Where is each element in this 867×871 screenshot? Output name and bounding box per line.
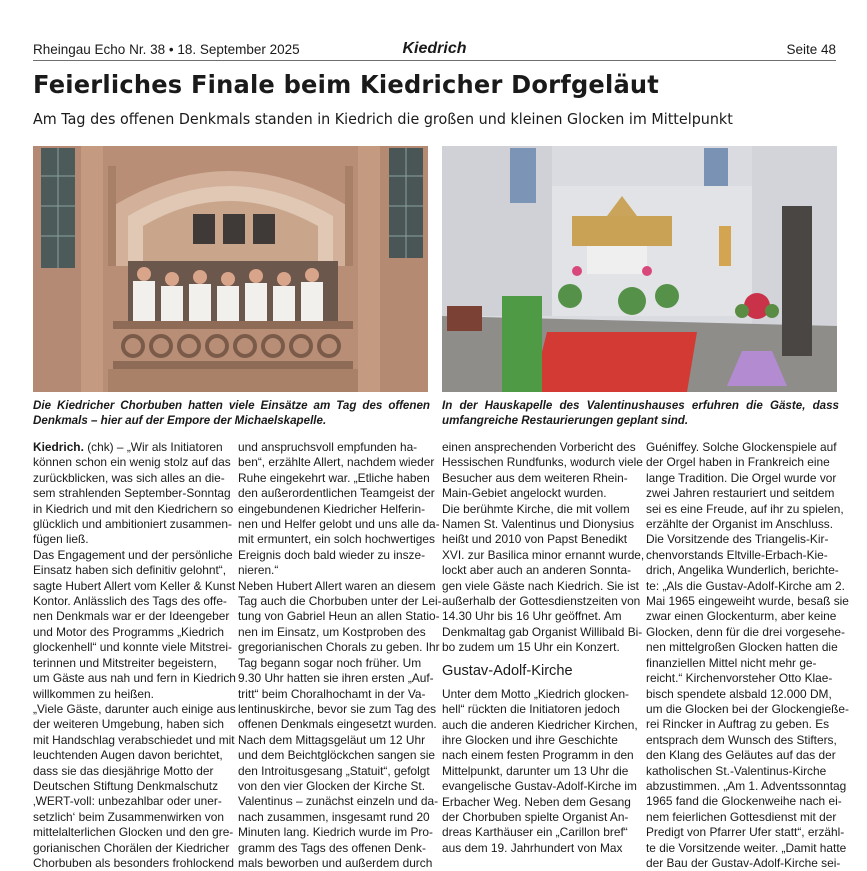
text-line: katholischen St.-Valentinus-Kirche <box>646 763 827 778</box>
text-line: eingebundenen Kiedricher Helferin- <box>238 501 426 516</box>
text-line: gregorianischen Chorals zu geben. Ihr <box>238 640 440 655</box>
text-line: willkommen zu heißen. <box>33 686 154 701</box>
text-line: fügen ließ. <box>33 532 89 547</box>
text-line: nen im Einsatz, um Kostproben des <box>238 624 426 639</box>
text-line: in Kiedrich und mit den Kiedrichern so <box>33 501 234 516</box>
article-column-2 <box>238 440 442 871</box>
text-line: abzustimmen. „Am 1. Adventssonntag <box>646 778 847 793</box>
text-line: nen Denkmals war er der Ideengeber <box>33 609 230 624</box>
text-line: und Motor des Programms „Kiedrich <box>33 624 224 639</box>
text-line: um die Glocken bei der Glockengieße- <box>646 701 849 716</box>
text-line: nach zusammen, insgesamt rund 20 <box>238 809 430 824</box>
article-column-4 <box>646 440 849 871</box>
text-line: und anspruchsvoll empfunden ha- <box>238 440 418 454</box>
text-line: nieren.“ <box>238 563 279 578</box>
text-line: gramm des Tags des offenen Denk- <box>238 840 426 855</box>
text-line: te die Vorsitzende weiter. „Damit hatte <box>646 840 847 855</box>
text-line: zurückblicken, was sich alles an die- <box>33 470 225 485</box>
text-line: setzlich‘ beim Zusammenwirken von <box>33 809 224 824</box>
text-line: der Orgel haben in Frankreich eine <box>646 455 830 470</box>
text-line: mit Handschlag verabschiedet und mit <box>33 732 235 747</box>
text-line: glockenhell“ und konnte viele Mitstrei- <box>33 640 232 655</box>
page-header <box>33 40 836 61</box>
text-line: Main-Gebiet angelockt wurden. <box>442 486 607 501</box>
text-line: Valentinus – zunächst einzeln und da- <box>238 794 439 809</box>
text-line <box>33 440 228 455</box>
text-line: mit ermuntert, ein solch hochwertiges <box>238 532 435 547</box>
text-line: Ruhe eingekehrt war. „Etliche haben <box>238 470 430 485</box>
issue-info: Rheingau Echo Nr. 38 • 18. September 2025 <box>33 42 300 57</box>
text-line: mittelalterlichen Glocken und den gre- <box>33 825 234 840</box>
dateline: Kiedrich. <box>33 440 84 454</box>
text-line: entsprach dem Wunsch des Stifters, <box>646 732 837 747</box>
text-line: rei Rincker in Auftrag zu geben. Es <box>646 717 830 732</box>
text-line: Mittelpunkt, darunter um 13 Uhr die <box>442 763 629 778</box>
text-line: Kontor. Anlässlich des Tags des offe- <box>33 594 227 609</box>
text-line: tung von Gabriel Heun an allen Statio- <box>238 609 440 624</box>
text-line: einen ansprechenden Vorbericht des <box>442 440 636 454</box>
photo-choir-balcony <box>33 146 428 392</box>
text-line: heißt und 2010 von Papst Benedikt <box>442 532 628 547</box>
text-line: den Klang des Geläutes auf das der <box>646 748 836 763</box>
text-line: dass sie das diesjährige Motto der <box>33 763 214 778</box>
page-number: Seite 48 <box>786 42 836 57</box>
text-line: nen und Helfer gelobt und uns alle da- <box>238 517 440 532</box>
text-line: der weiteren Umgebung, haben sich <box>33 717 225 732</box>
text-line: Besucher aus dem weiteren Rhein- <box>442 470 628 485</box>
text-line: Chorbuben als besonders frohlockend <box>33 855 234 870</box>
text-line-rest: (chk) – „Wir als Initiatoren <box>83 440 223 454</box>
text-line: gen viele Gäste nach Kiedrich. Sie ist <box>442 578 639 593</box>
text-line: sem strahlenden September-Sonntag <box>33 486 231 501</box>
article-headline: Feierliches Finale beim Kiedricher Dorfgeläut <box>33 70 660 99</box>
text-line: um Gäste aus nah und fern in Kiedrich <box>33 671 236 686</box>
text-line: lange Tradition. Die Orgel wurde vor <box>646 470 837 485</box>
text-line: erzählte der Organist im Anschluss. <box>646 517 834 532</box>
text-line: 14.30 Uhr bis 16 Uhr geöffnet. Am <box>442 609 622 624</box>
text-line: Deutschen Stiftung Denkmalschutz <box>33 778 219 793</box>
text-line: Hessischen Rundfunks, wodurch viele <box>442 455 643 470</box>
text-line: Ereignis doch bald wieder zu insze- <box>238 547 426 562</box>
text-line: Einsatz haben sich definitiv gelohnt“, <box>33 563 227 578</box>
text-line: XVI. zur Basilica minor ernannt wurde, <box>442 547 645 562</box>
text-line: können schon ein wenig stolz auf das <box>33 455 231 470</box>
text-line: Nach dem Mittagsgeläut um 12 Uhr <box>238 732 426 747</box>
article-subheadline: Am Tag des offenen Denkmals standen in Kiedrich die großen und kleinen Glocken im Mittelpunkt <box>33 110 733 128</box>
text-line: Glocken, denn für die drei vorgesehe- <box>646 624 845 639</box>
text-line: zwar einen Glockenturm, aber keine <box>646 609 837 624</box>
text-line: bo zudem um 15 Uhr ein Konzert. <box>442 640 620 655</box>
text-line: und dem Beichtglöckchen sangen sie <box>238 748 435 763</box>
text-line: ‚WERT-voll: unbezahlbar oder uner- <box>33 794 222 809</box>
text-line: te: „Als die Gustav-Adolf-Kirche am 2. <box>646 578 845 593</box>
text-line: finanziellen Mittel nicht mehr ge- <box>646 655 817 670</box>
text-line: sagte Hubert Allert vom Keller & Kunst <box>33 578 236 593</box>
text-line: glücklich und ambitioniert zusammen- <box>33 517 232 532</box>
text-line: 1965 fand die Glockenweihe nach ei- <box>646 794 842 809</box>
text-line: lockt aber auch an anderen Sonnta- <box>442 563 632 578</box>
text-line: ben“, erzählte Allert, nachdem wieder <box>238 455 435 470</box>
photo-caption-choir: Die Kiedricher Chorbuben hatten viele Einsätze am Tag des offenen Denkmals – hier auf der Empore der Michaelskapelle. <box>33 399 430 427</box>
photo-chapel-interior <box>442 146 837 392</box>
text-line: Die Vorsitzende des Triangelis-Kir- <box>646 532 829 547</box>
text-line: sei es eine Freude, auf ihr zu spielen, <box>646 501 844 516</box>
text-line: zwei Jahren restauriert und seitdem <box>646 486 835 501</box>
photo-caption-chapel: In der Hauskapelle des Valentinushauses erfuhren die Gäste, dass umfangreiche Restaurierungen geplant sind. <box>442 399 839 427</box>
text-line: Predigt von Pfarrer Ufer statt“, erzähl- <box>646 825 845 840</box>
text-line: gorianischen Chorälen der Kiedricher <box>33 840 230 855</box>
text-line: Tag begann sogar noch früher. Um <box>238 655 422 670</box>
text-line: Tag auch die Chorbuben unter der Lei- <box>238 594 442 609</box>
text-line: Erbacher Weg. Neben dem Gesang <box>442 794 631 809</box>
text-line: Namen St. Valentinus und Dionysius <box>442 517 635 532</box>
text-line: evangelische Gustav-Adolf-Kirche im <box>442 779 637 794</box>
text-line: hell“ rückten die Initiatoren jedoch <box>442 702 620 717</box>
text-line: den Introitusgesang „Statuit“, gefolgt <box>238 763 430 778</box>
text-line: 9.30 Uhr hatten sie ihren ersten „Auf- <box>238 671 434 686</box>
text-line: nem feierlichen Gottesdienst mit der <box>646 809 837 824</box>
article-column-3 <box>442 440 645 856</box>
text-line: nach einem festen Programm in den <box>442 748 634 763</box>
text-line: drich, Angelika Wunderlich, berichte- <box>646 563 839 578</box>
text-line: Denkmaltag gab Organist Willibald Bi- <box>442 624 643 639</box>
text-line: von den vier Glocken der Kirche St. <box>238 778 426 793</box>
text-line: den außerordentlichen Teamgeist der <box>238 486 435 501</box>
text-line: leuchtenden Augen davon berichtet, <box>33 748 223 763</box>
text-line: Unter dem Motto „Kiedrich glocken- <box>442 686 630 701</box>
text-line: Die berühmte Kirche, die mit vollem <box>442 501 630 516</box>
text-line: tritt“ beim Choralhochamt in der Va- <box>238 686 426 701</box>
text-line: Guéniffey. Solche Glockenspiele auf <box>646 440 837 454</box>
text-line: mals beworben und außerdem durch <box>238 855 433 870</box>
text-line: der Bau der Gustav-Adolf-Kirche sei- <box>646 855 841 870</box>
section-subheading: Gustav-Adolf-Kirche <box>442 662 573 679</box>
text-line: der Chorbuben spielte Organist An- <box>442 809 629 824</box>
text-line: ihre Glocken und ihre Geschichte <box>442 732 618 747</box>
text-line: nen mittelgroßen Glocken hatten die <box>646 640 838 655</box>
text-line: Das Engagement und der persönliche <box>33 547 233 562</box>
text-line: Mai 1965 eingeweiht wurde, besaß sie <box>646 594 849 609</box>
text-line: offenen Denkmals eingesetzt wurden. <box>238 717 437 732</box>
text-line: Minuten lang. Kiedrich wurde im Pro- <box>238 825 433 840</box>
text-line: reicht.“ Kirchenvorsteher Otto Klae- <box>646 671 833 686</box>
text-line: außerhalb der Gottesdienstzeiten von <box>442 594 641 609</box>
text-line: Neben Hubert Allert waren an diesem <box>238 578 436 593</box>
text-line: „Viele Gäste, darunter auch einige aus <box>33 701 236 716</box>
article-column-1 <box>33 440 236 871</box>
text-line: dreas Karthäuser ein „Carillon bref“ <box>442 825 628 840</box>
text-line: terinnen und Mitstreiter begeistern, <box>33 655 217 670</box>
text-line: chenvorstands Eltville-Erbach-Kie- <box>646 547 828 562</box>
text-line: aus dem 19. Jahrhundert von Max <box>442 840 623 855</box>
text-line: lentinuskirche, bevor sie zum Tag des <box>238 701 437 716</box>
text-line: bisch spendete alsbald 12.000 DM, <box>646 686 832 701</box>
text-line: auch die anderen Kiedricher Kirchen, <box>442 717 638 732</box>
section-name: Kiedrich <box>402 40 467 57</box>
